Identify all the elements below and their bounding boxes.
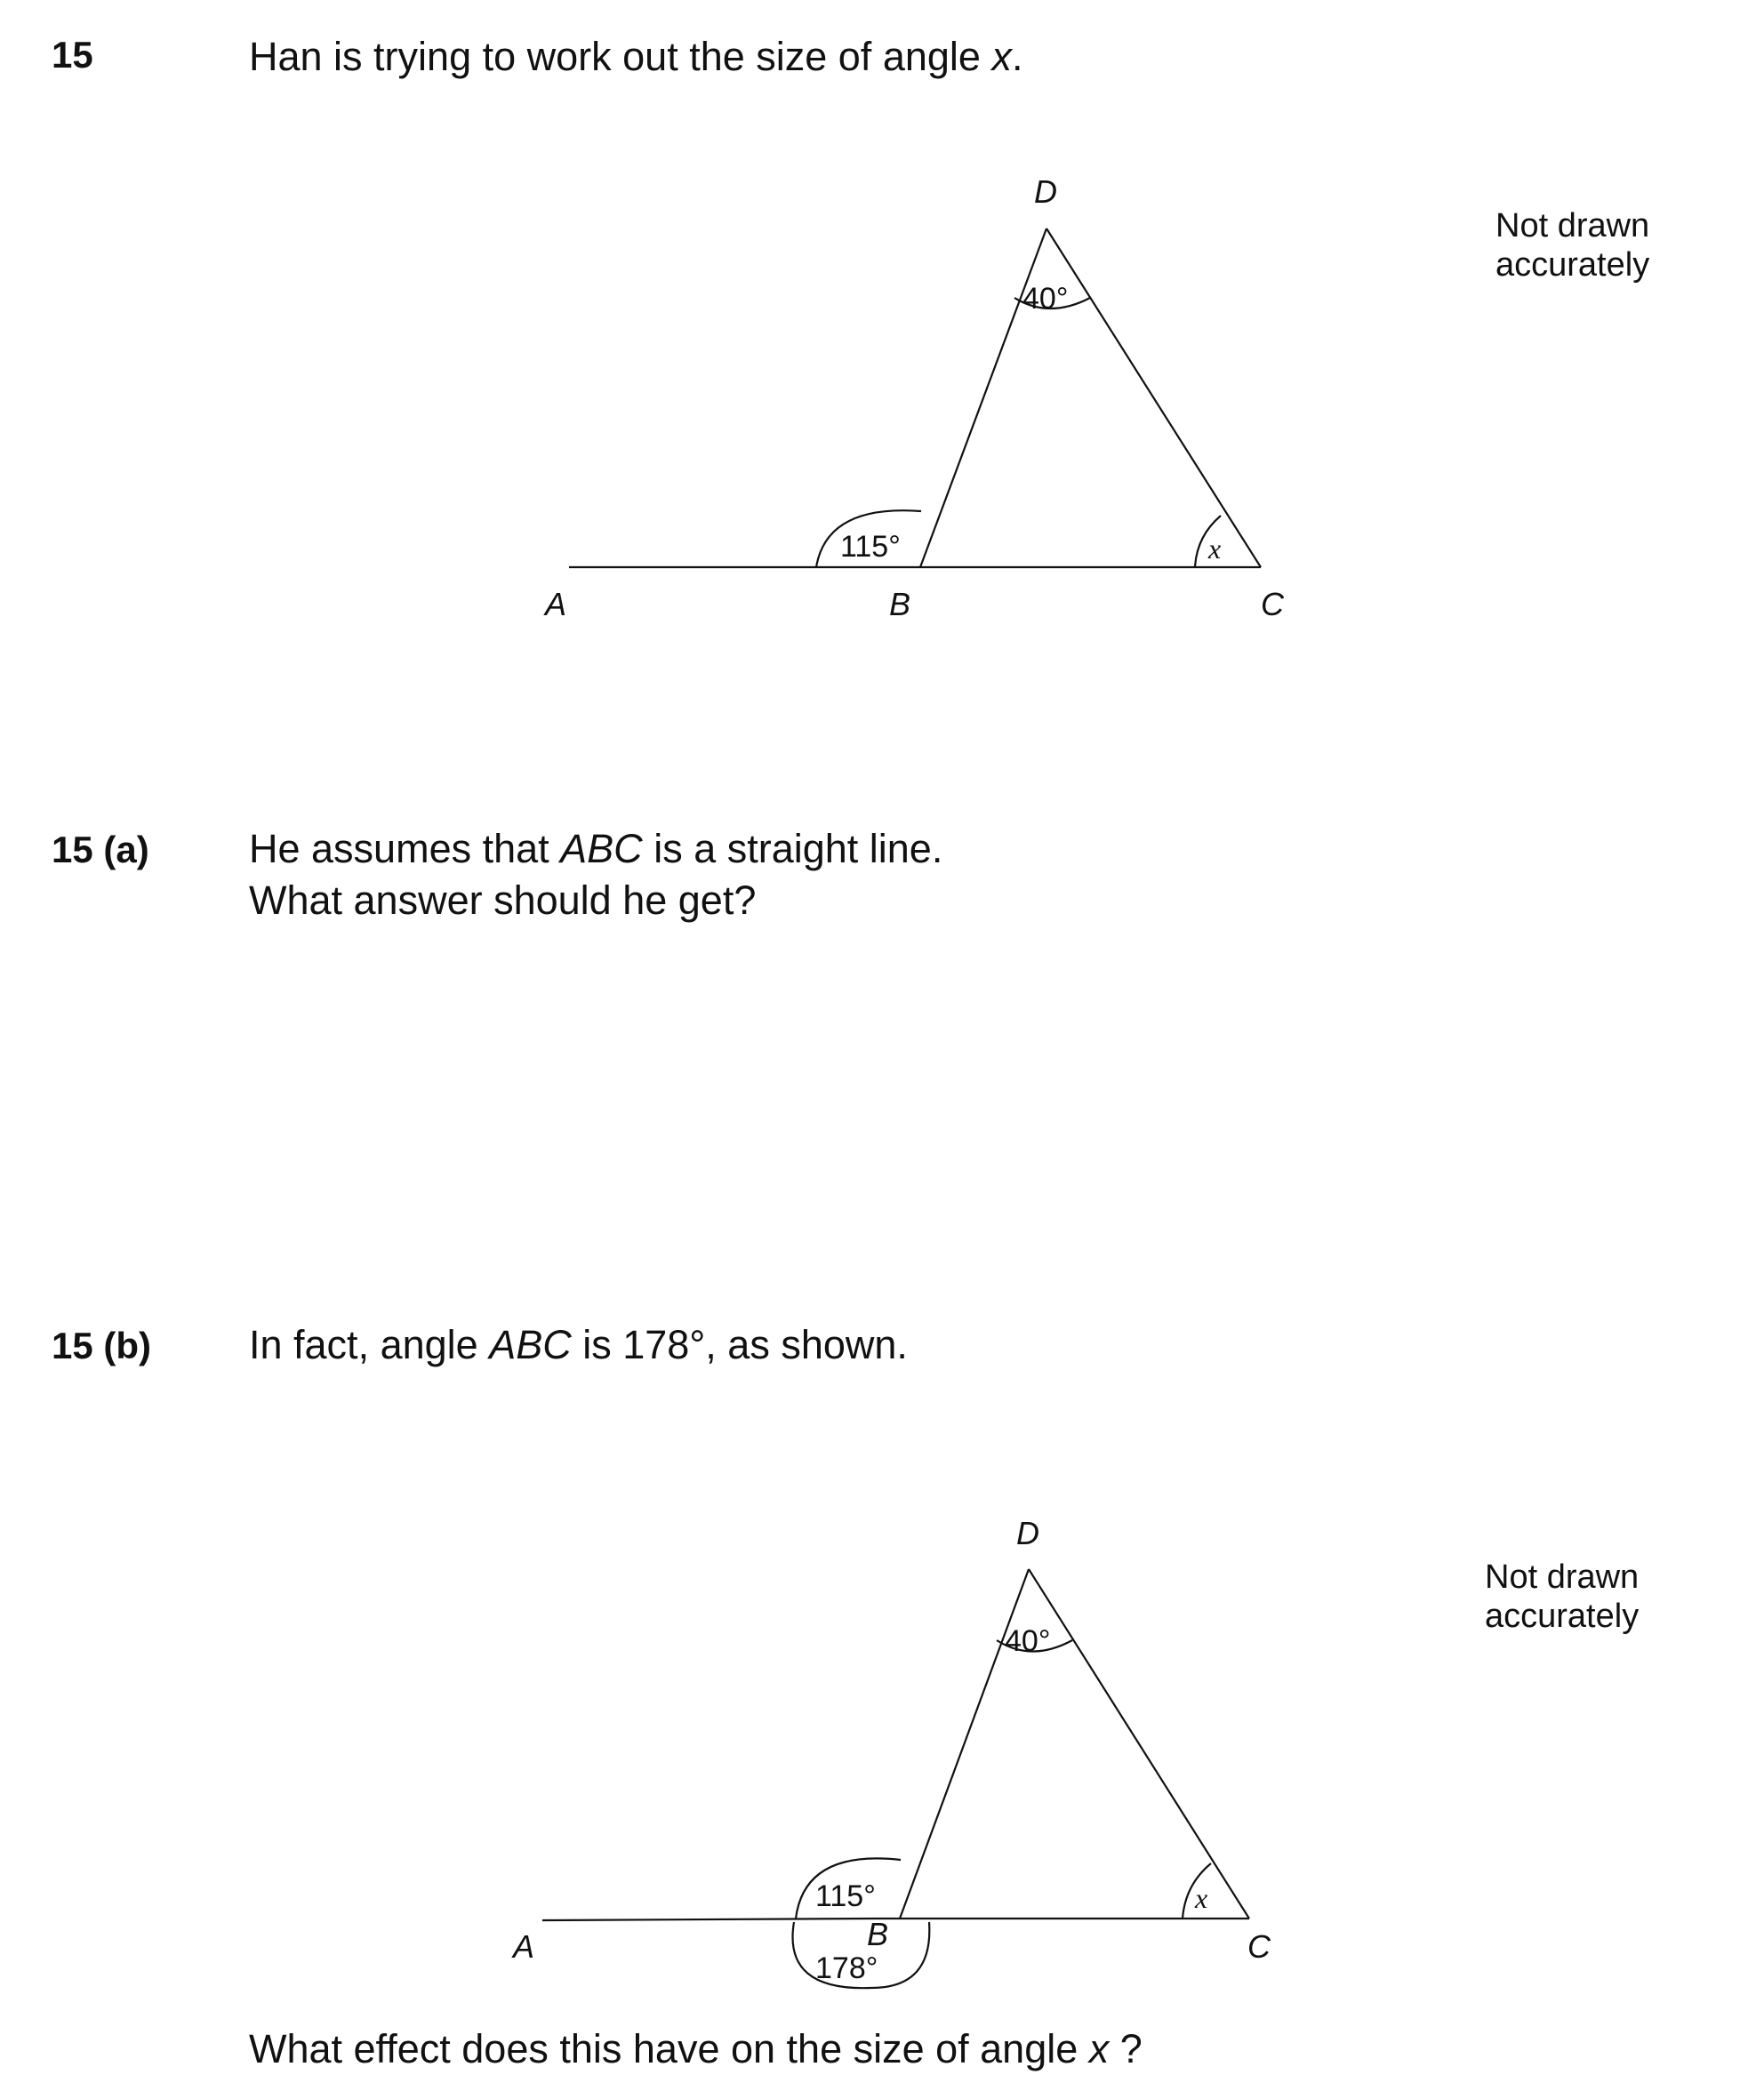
diagram2-point-a: A [513, 1928, 535, 1965]
diagram1-note-line2: accurately [1495, 246, 1650, 284]
diagram1-point-b: B [889, 586, 911, 622]
diagram1-line-bd [920, 228, 1046, 567]
part-b-question-start: What effect does this have on the size of angle [249, 2026, 1089, 2071]
part-b-number: 15 (b) [52, 1325, 152, 1366]
diagram1-angle-d: 40° [1022, 282, 1069, 316]
diagram2-line-dc [1029, 1569, 1249, 1919]
question-intro-text: Han is trying to work out the size of angle [249, 34, 992, 79]
diagram2-angle-d: 40° [1005, 1624, 1051, 1658]
diagram1-note-line1: Not drawn [1495, 207, 1650, 244]
part-a-line2: What answer should he get? [249, 877, 757, 923]
diagram1-point-a: A [545, 586, 567, 622]
diagram2-point-d: D [1016, 1515, 1039, 1551]
diagram2-angle-c: x [1195, 1882, 1208, 1914]
diagram2-angle-b-upper: 115° [815, 1879, 876, 1913]
diagram1-line-dc [1046, 228, 1261, 567]
diagram2-point-c: C [1247, 1928, 1271, 1965]
diagram1-angle-c: x [1208, 533, 1222, 565]
diagram2-line-bd [900, 1569, 1029, 1919]
part-b-line1-italic: ABC [489, 1322, 572, 1367]
diagram2-angle-b-lower: 178° [815, 1951, 878, 1985]
diagram1-point-c: C [1261, 586, 1284, 622]
question-intro-end: . [1011, 34, 1023, 79]
diagram2-note-line2: accurately [1485, 1598, 1640, 1635]
part-b-line1-start: In fact, angle [249, 1322, 490, 1367]
diagram1-angle-b: 115° [840, 530, 901, 564]
part-b-question-end: ? [1109, 2026, 1143, 2071]
diagram2-note-line1: Not drawn [1485, 1558, 1640, 1596]
diagram2-line-ab [542, 1919, 876, 1920]
diagram2 [542, 1569, 1249, 1988]
diagram1-point-d: D [1034, 173, 1057, 210]
question-intro-variable: x [991, 34, 1012, 79]
part-a-line1-end: is a straight line. [642, 826, 943, 871]
diagram1 [569, 228, 1261, 567]
diagram2-point-b: B [867, 1916, 889, 1952]
question-number: 15 [52, 34, 93, 76]
part-a-line1-start: He assumes that [249, 826, 561, 871]
part-b-line1-end: is 178°, as shown. [571, 1322, 908, 1367]
part-b-question-variable: x [1088, 2026, 1110, 2071]
part-a-line1-italic: ABC [560, 826, 643, 871]
part-a-number: 15 (a) [52, 829, 149, 870]
